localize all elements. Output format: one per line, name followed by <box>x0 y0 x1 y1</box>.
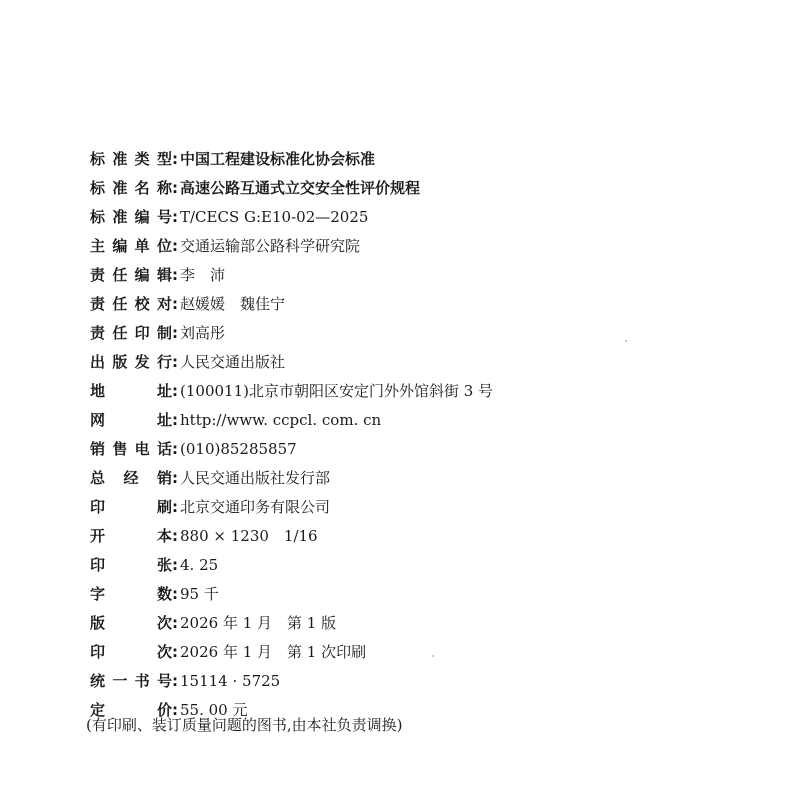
field-value: 中国工程建设标准化协会标准 <box>180 150 376 168</box>
field-value: 交通运输部公路科学研究院 <box>180 237 361 255</box>
info-row-printer <box>90 496 780 525</box>
field-label: 主 编 单 位 <box>90 237 172 255</box>
field-value: 刘高彤 <box>180 324 226 342</box>
field-colon: : <box>172 585 178 603</box>
field-value: 95 千 <box>180 585 219 603</box>
info-row-word-count <box>90 583 780 612</box>
field-label: 标 准 类 型 <box>90 150 172 168</box>
field-value: T/CECS G:E10-02—2025 <box>180 208 369 226</box>
field-colon: : <box>172 498 178 516</box>
field-colon: : <box>172 556 178 574</box>
field-label: 网 址 <box>90 411 172 429</box>
field-label: 标 准 编 号 <box>90 208 172 226</box>
field-value: (100011)北京市朝阳区安定门外外馆斜街 3 号 <box>180 382 494 400</box>
field-label: 总 经 销 <box>90 469 172 487</box>
info-row-chief-editor-unit <box>90 235 780 264</box>
info-row-standard-type <box>90 148 780 177</box>
field-colon: : <box>172 324 178 342</box>
info-row-print-supervisor <box>90 322 780 351</box>
field-label: 标 准 名 称 <box>90 179 172 197</box>
field-label: 定 价 <box>90 701 172 719</box>
info-row-responsible-editor <box>90 264 780 293</box>
field-value: 高速公路互通式立交安全性评价规程 <box>180 179 421 197</box>
field-label: 销 售 电 话 <box>90 440 172 458</box>
field-colon: : <box>172 150 178 168</box>
publication-info-list <box>90 148 780 728</box>
info-row-sales-phone <box>90 438 780 467</box>
info-row-format <box>90 525 780 554</box>
info-row-printing <box>90 641 780 670</box>
field-value: http://www. ccpcl. com. cn <box>180 411 382 429</box>
info-row-distributor <box>90 467 780 496</box>
field-value: (010)85285857 <box>180 440 297 458</box>
info-row-proofreader <box>90 293 780 322</box>
field-value: 赵媛媛 魏佳宁 <box>180 295 286 313</box>
field-colon: : <box>172 179 178 197</box>
field-label: 责 任 编 辑 <box>90 266 172 284</box>
field-label: 印 张 <box>90 556 172 574</box>
field-label: 印 刷 <box>90 498 172 516</box>
field-label: 印 次 <box>90 643 172 661</box>
field-colon: : <box>172 382 178 400</box>
field-label: 开 本 <box>90 527 172 545</box>
field-colon: : <box>172 237 178 255</box>
info-row-sheets <box>90 554 780 583</box>
field-label: 地 址 <box>90 382 172 400</box>
field-value: 李 沛 <box>180 266 226 284</box>
field-colon: : <box>172 411 178 429</box>
field-value: 2026 年 1 月 第 1 版 <box>180 614 337 632</box>
field-colon: : <box>172 353 178 371</box>
field-value: 2026 年 1 月 第 1 次印刷 <box>180 643 367 661</box>
field-value: 人民交通出版社 <box>180 353 286 371</box>
field-colon: : <box>172 208 178 226</box>
field-colon: : <box>172 643 178 661</box>
field-colon: : <box>172 614 178 632</box>
field-value: 55. 00 元 <box>180 701 248 719</box>
field-value: 4. 25 <box>180 556 219 574</box>
field-value: 北京交通印务有限公司 <box>180 498 331 516</box>
field-colon: : <box>172 701 178 719</box>
field-value: 人民交通出版社发行部 <box>180 469 331 487</box>
field-label: 责 任 印 制 <box>90 324 172 342</box>
info-row-standard-name <box>90 177 780 206</box>
field-colon: : <box>172 527 178 545</box>
quality-note: (有印刷、装订质量问题的图书,由本社负责调换) <box>86 716 403 734</box>
scan-speck <box>432 655 434 657</box>
field-label: 统 一 书 号 <box>90 672 172 690</box>
field-colon: : <box>172 440 178 458</box>
field-colon: : <box>172 469 178 487</box>
info-row-standard-number <box>90 206 780 235</box>
info-row-publisher <box>90 351 780 380</box>
field-label: 责 任 校 对 <box>90 295 172 313</box>
field-label: 字 数 <box>90 585 172 603</box>
field-label: 出 版 发 行 <box>90 353 172 371</box>
field-colon: : <box>172 266 178 284</box>
info-row-book-number <box>90 670 780 699</box>
info-row-edition <box>90 612 780 641</box>
info-row-address <box>90 380 780 409</box>
info-row-website <box>90 409 780 438</box>
scan-speck <box>625 340 627 342</box>
field-colon: : <box>172 295 178 313</box>
field-value: 15114 · 5725 <box>180 672 281 690</box>
field-label: 版 次 <box>90 614 172 632</box>
field-value: 880 × 1230 1/16 <box>180 527 318 545</box>
field-colon: : <box>172 672 178 690</box>
